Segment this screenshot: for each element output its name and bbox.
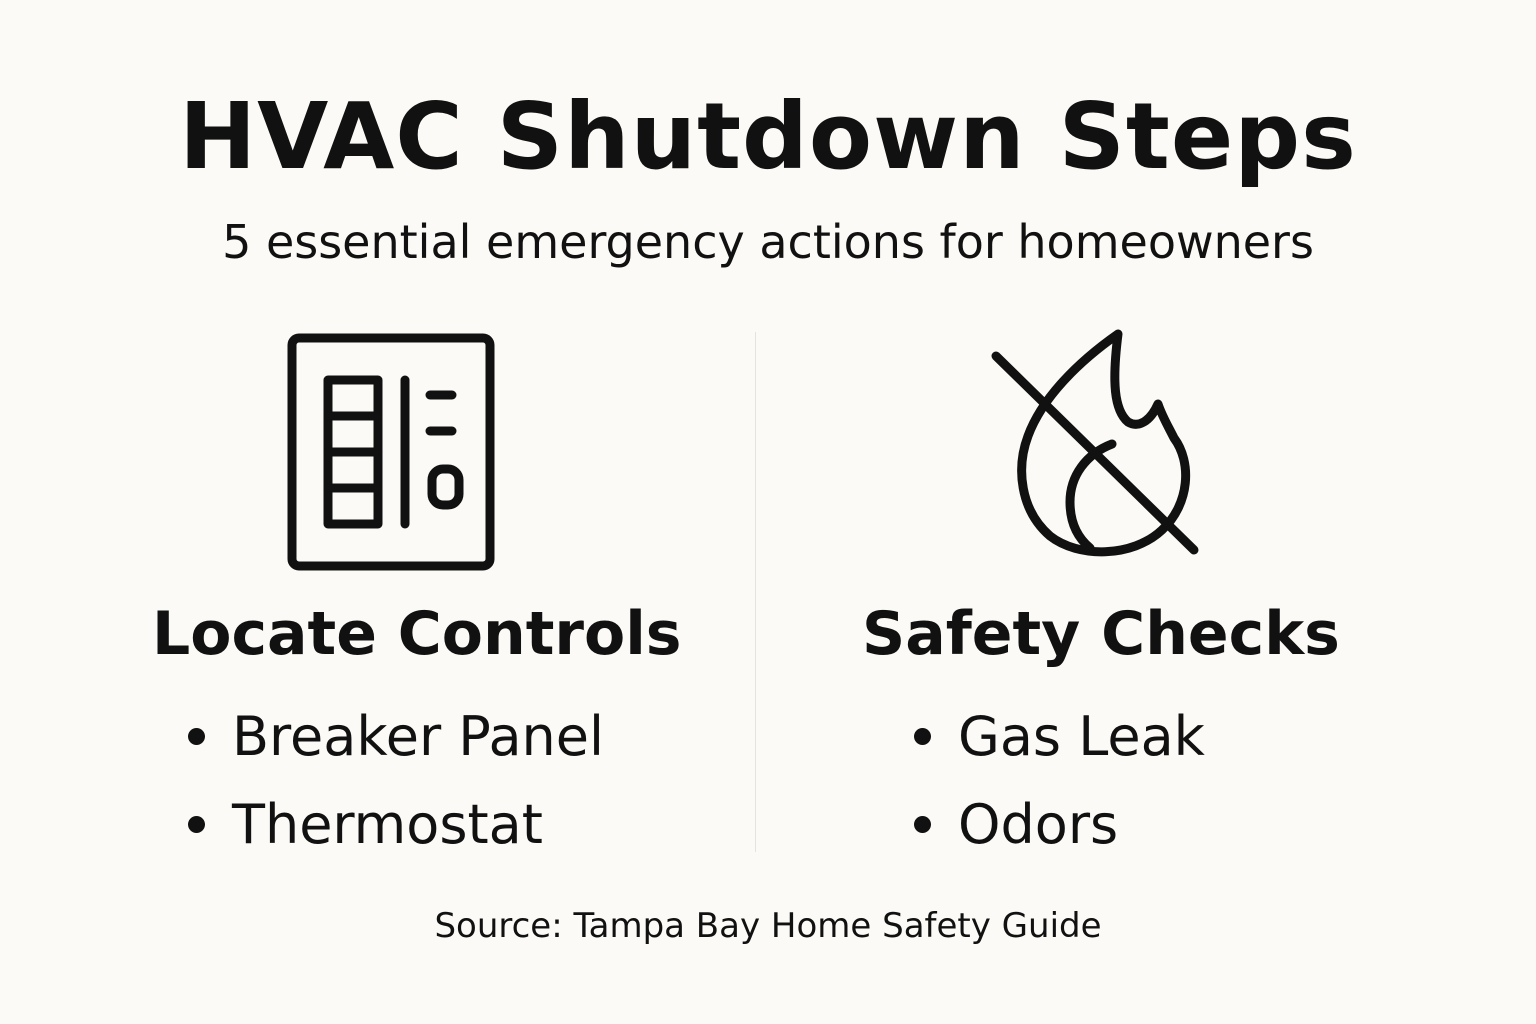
list-item: [188, 780, 604, 868]
list-item-label: Odors: [958, 792, 1119, 856]
page-subtitle: 5 essential emergency actions for homeowners: [222, 215, 1314, 269]
bullet-icon: [914, 816, 931, 833]
no-flame-icon: [986, 326, 1206, 562]
bullet-icon: [188, 816, 205, 833]
list-item-label: Breaker Panel: [232, 704, 604, 768]
bullet-icon: [914, 728, 931, 745]
column-divider: [755, 332, 756, 852]
locate-controls-list: [188, 692, 604, 868]
column-heading-safety-checks: Safety Checks: [862, 599, 1340, 669]
page-title: HVAC Shutdown Steps: [179, 83, 1357, 190]
list-item: [188, 692, 604, 780]
breaker-panel-icon: [282, 330, 500, 575]
safety-checks-list: [914, 692, 1205, 868]
source-caption: Source: Tampa Bay Home Safety Guide: [434, 906, 1102, 946]
list-item-label: Gas Leak: [958, 704, 1205, 768]
list-item: [914, 692, 1205, 780]
list-item: [914, 780, 1205, 868]
bullet-icon: [188, 728, 205, 745]
list-item-label: Thermostat: [232, 792, 543, 856]
column-heading-locate-controls: Locate Controls: [152, 599, 682, 669]
